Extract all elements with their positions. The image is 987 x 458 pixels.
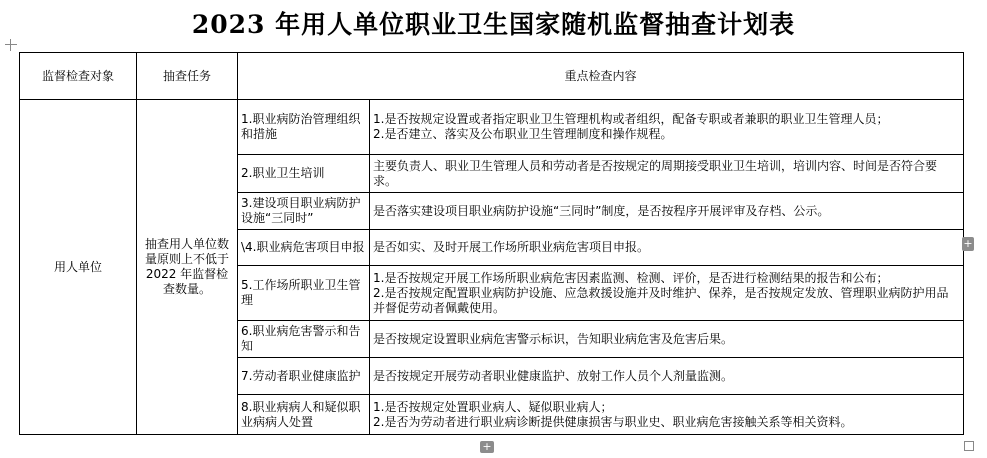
header-content: 重点检查内容 — [238, 53, 964, 100]
item-cell: 1.职业病防治管理组织和措施 — [238, 100, 370, 155]
content-cell — [370, 395, 964, 435]
content-line: 1.是否按规定开展工作场所职业病危害因素监测、检测、评价，是否进行检测结果的报告和公布； — [373, 270, 889, 285]
header-row — [20, 53, 964, 100]
content-line: 2.是否按规定配置职业病防护设施、应急救援设施并及时维护、保养，是否按规定发放、管理职业病防护用品并督促劳动者佩戴使用。 — [373, 285, 949, 315]
task-cell: 抽查用人单位数量原则上不低于 2022 年监督检查数量。 — [137, 100, 238, 435]
content-line: 1.是否按规定设置或者指定职业卫生管理机构或者组织，配备专职或者兼职的职业卫生管理人员； — [373, 112, 889, 126]
header-target: 监督检查对象 — [20, 53, 137, 100]
content-line: 是否落实建设项目职业病防护设施“三同时”制度，是否按程序开展评审及存档、公示。 — [373, 203, 830, 218]
item-cell: 5.工作场所职业卫生管理 — [238, 266, 370, 321]
content-cell — [370, 266, 964, 321]
content-line: 主要负责人、职业卫生管理人员和劳动者是否按规定的周期接受职业卫生培训，培训内容、时间是否符合要求。 — [373, 158, 938, 188]
item-cell: 8.职业病病人和疑似职业病病人处置 — [238, 395, 370, 435]
target-cell: 用人单位 — [20, 100, 137, 435]
content-line: 是否如实、及时开展工作场所职业病危害项目申报。 — [373, 240, 650, 254]
plan-table — [19, 52, 964, 435]
content-cell — [370, 155, 964, 193]
page-title: 2023 年用人单位职业卫生国家随机监督抽查计划表 — [191, 10, 796, 39]
header-task: 抽查任务 — [137, 53, 238, 100]
add-row-button[interactable]: + — [480, 441, 494, 453]
content-line: 2.是否为劳动者进行职业病诊断提供健康损害与职业史、职业病危害接触关系等相关资料。 — [373, 414, 853, 429]
item-cell: 2.职业卫生培训 — [238, 155, 370, 193]
item-cell: 7.劳动者职业健康监护 — [238, 358, 370, 395]
content-cell — [370, 321, 964, 358]
table-row — [20, 100, 964, 155]
content-line: 1.是否按规定处置职业病人、疑似职业病人； — [373, 399, 613, 414]
content-cell — [370, 193, 964, 230]
content-line: 是否按规定开展劳动者职业健康监护、放射工作人员个人剂量监测。 — [373, 368, 734, 383]
content-cell — [370, 100, 964, 155]
table-resize-handle[interactable] — [964, 441, 974, 451]
content-line: 2.是否建立、落实及公布职业卫生管理制度和操作规程。 — [373, 127, 673, 141]
item-cell: 6.职业病危害警示和告知 — [238, 321, 370, 358]
item-cell: 3.建设项目职业病防护设施“三同时” — [238, 193, 370, 230]
content-cell — [370, 230, 964, 266]
content-line: 是否按规定设置职业病危害警示标识，告知职业病危害及危害后果。 — [373, 331, 734, 346]
table-move-icon[interactable] — [5, 39, 17, 51]
add-column-button[interactable]: + — [963, 237, 973, 250]
content-cell — [370, 358, 964, 395]
item-cell: \4.职业病危害项目申报 — [238, 230, 370, 266]
